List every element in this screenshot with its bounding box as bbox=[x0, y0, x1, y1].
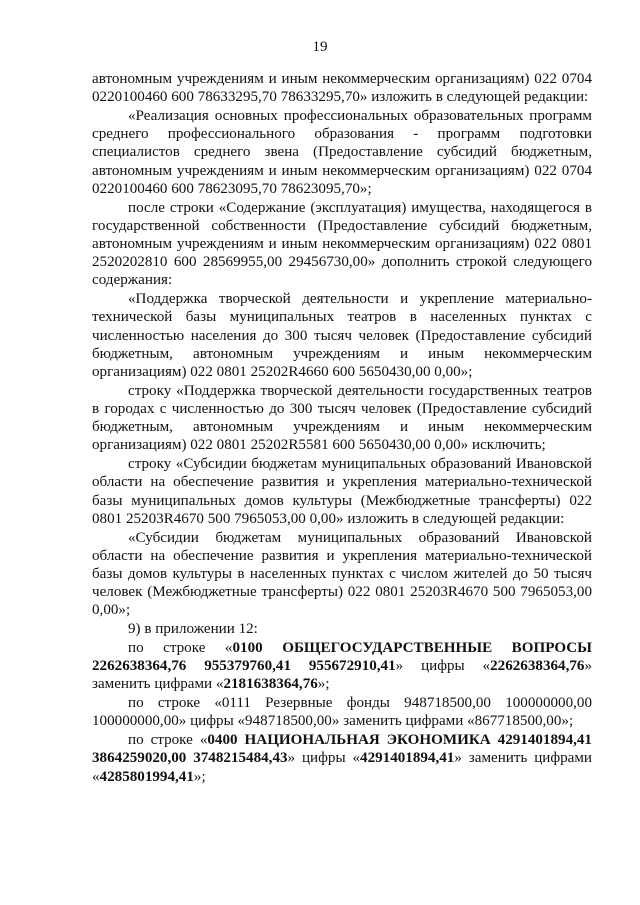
p11-text-a: по строке « bbox=[128, 732, 208, 749]
p11-new-value: 4285801994,41 bbox=[99, 768, 194, 785]
p9-new-value: 2181638364,76 bbox=[223, 676, 318, 693]
paragraph-5: строку «Поддержка творческой деятельности государственных театров в городах с численностью до 300 тысяч человек (Предоставление субсидий бюджетным, автономным учреждениям и иным некоммерческим организациям) 022 0801 25202R5581 600 5650430,00 0,00» исключить; bbox=[92, 382, 592, 454]
p11-section-header: 0400 НАЦИОНАЛЬНАЯ ЭКОНОМИКА 4291401894,41 3864259020,00 3748215484,43 bbox=[92, 732, 592, 767]
p11-text-c: » цифры « bbox=[287, 750, 361, 767]
paragraph-6: строку «Субсидии бюджетам муниципальных образований Ивановской области на обеспечение развития и укрепления материально-технической базы муниципальных домов культуры (Межбюджетные трансферты) 022 0801 25203R4670 500 7965053,00 0,00» изложить в следующей редакции: bbox=[92, 456, 592, 527]
paragraph-8: 9) в приложении 12: bbox=[128, 621, 258, 638]
document-body bbox=[92, 70, 592, 786]
paragraph-1: автономным учреждениям и иным некоммерческим организациям) 022 0704 0220100460 600 78633295,70 78633295,70» изложить в следующей редакции: bbox=[92, 71, 592, 106]
p11-old-value: 4291401894,41 bbox=[360, 750, 455, 767]
p9-text-a: по строке « bbox=[128, 640, 233, 657]
p9-text-g: »; bbox=[317, 676, 330, 693]
p9-section-header: 0100 ОБЩЕГОСУДАРСТВЕННЫЕ ВОПРОСЫ 2262638364,76 955379760,41 955672910,41 bbox=[92, 640, 592, 675]
p9-text-e: » заменить цифрами « bbox=[92, 658, 592, 693]
paragraph-3: после строки «Содержание (эксплуатация) имущества, находящегося в государственной собственности (Предоставление субсидий бюджетным, автономным учреждениям и иным некоммерческим организациям) 022 0801 2520202810 600 28569955,00 29456730,00» дополнить строкой следующего содержания: bbox=[92, 199, 592, 289]
paragraph-2: «Реализация основных профессиональных образовательных программ среднего профессионального образования - программ подготовки специалистов среднего звена (Предоставление субсидий бюджетным, автономным учреждениям и иным некоммерческим организациям) 022 0704 0220100460 600 78623095,70 78623095,70»; bbox=[92, 108, 592, 197]
paragraph-9 bbox=[92, 639, 592, 694]
paragraph-10: по строке «0111 Резервные фонды 948718500,00 100000000,00 100000000,00» цифры «948718500,00» заменить цифрами «867718500,00»; bbox=[92, 695, 592, 730]
p9-old-value: 2262638364,76 bbox=[490, 658, 585, 675]
paragraph-4: «Поддержка творческой деятельности и укрепление материально-технической базы муниципальных театров в населенных пунктах с численностью населения до 300 тысяч человек (Предоставление субсидий бюджетным, автономным учреждениям и иным некоммерческим организациям) 022 0801 25202R4660 600 5650430,00 0,00»; bbox=[92, 291, 592, 381]
p11-text-e: » заменить цифрами « bbox=[92, 750, 593, 785]
p9-text-c: » цифры « bbox=[395, 658, 491, 675]
paragraph-7: «Субсидии бюджетам муниципальных образований Ивановской области на обеспечение развития и укрепления материально-технической базы домов культуры в населенных пунктах с числом жителей до 50 тысяч человек (Межбюджетные трансферты) 022 0801 25203R4670 500 7965053,00 0,00»; bbox=[92, 529, 592, 619]
paragraph-11 bbox=[92, 731, 592, 786]
page-number: 19 bbox=[312, 39, 328, 55]
p11-text-g: »; bbox=[193, 768, 206, 785]
